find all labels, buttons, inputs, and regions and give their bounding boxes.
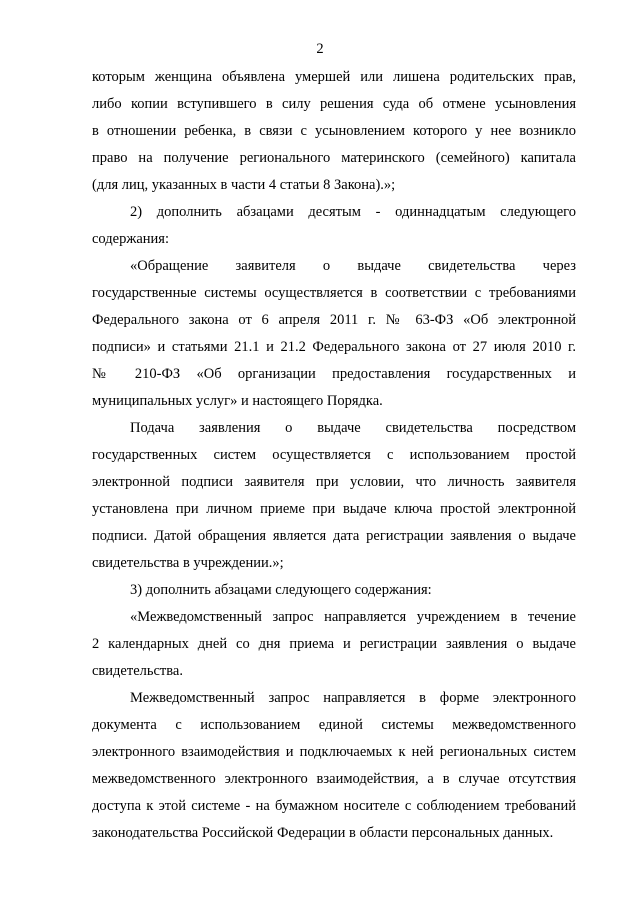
text-line: Подача заявления о выдаче свидетельства посредством [130, 420, 576, 436]
text-line: Межведомственный запрос направляется в форме электронного [130, 690, 576, 706]
text-line: документа с использованием единой системы межведомственного [92, 717, 576, 733]
text-line: которым женщина объявлена умершей или лишена родительских прав, [92, 69, 576, 85]
text-line: подписи. Датой обращения является дата регистрации заявления о выдаче [92, 528, 576, 544]
paragraph [92, 64, 576, 199]
text-line: «Обращение заявителя о выдаче свидетельства через [130, 258, 576, 274]
paragraph [92, 604, 576, 685]
text-line: муниципальных услуг» и настоящего Порядка. [92, 393, 383, 409]
text-line: (для лиц, указанных в части 4 статьи 8 Закона).»; [92, 177, 396, 193]
text-line: государственных систем осуществляется с использованием простой [92, 447, 576, 463]
text-line: электронной подписи заявителя при условии, что личность заявителя [92, 474, 576, 490]
text-line: 2) дополнить абзацами десятым - одиннадцатым следующего [130, 204, 576, 220]
text-line: Федерального закона от 6 апреля 2011 г. № 63-ФЗ «Об электронной [92, 312, 576, 328]
text-line: в отношении ребенка, в связи с усыновлением которого у нее возникло [92, 123, 576, 139]
text-line: законодательства Российской Федерации в области персональных данных. [92, 825, 554, 841]
paragraph [92, 199, 576, 253]
text-line: либо копии вступившего в силу решения суда об отмене усыновления [92, 96, 576, 112]
text-line: установлена при личном приеме при выдаче ключа простой электронной [92, 501, 576, 517]
text-line: государственные системы осуществляется в соответствии с требованиями [92, 285, 576, 301]
text-line: 3) дополнить абзацами следующего содержания: [130, 582, 432, 598]
text-line: свидетельства в учреждении.»; [92, 555, 284, 571]
text-line: № 210-ФЗ «Об организации предоставления государственных и [92, 366, 576, 382]
paragraph [92, 415, 576, 577]
text-line: свидетельства. [92, 663, 183, 679]
document-body [92, 64, 576, 847]
text-line: содержания: [92, 231, 170, 247]
paragraph [92, 253, 576, 415]
text-line: доступа к этой системе - на бумажном носителе с соблюдением требований [92, 798, 576, 814]
text-line: 2 календарных дней со дня приема и регистрации заявления о выдаче [92, 636, 576, 652]
text-line: межведомственного электронного взаимодействия, а в случае отсутствия [92, 771, 576, 787]
page-number: 2 [316, 41, 324, 57]
paragraph [92, 577, 576, 604]
text-line: подписи» и статьями 21.1 и 21.2 Федерального закона от 27 июля 2010 г. [92, 339, 576, 355]
text-line: электронного взаимодействия и подключаемых к ней региональных систем [92, 744, 576, 760]
text-line: право на получение регионального материнского (семейного) капитала [92, 150, 576, 166]
paragraph [92, 685, 576, 847]
text-line: «Межведомственный запрос направляется учреждением в течение [130, 609, 576, 625]
